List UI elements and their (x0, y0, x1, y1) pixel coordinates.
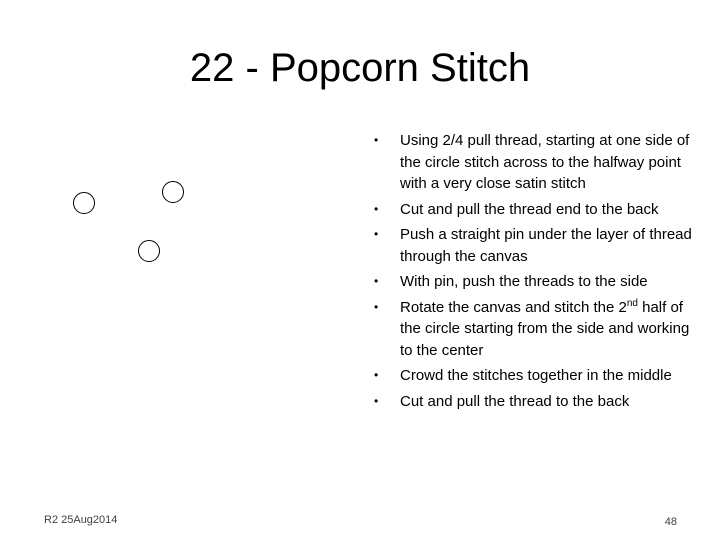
bullet-icon: • (374, 393, 379, 408)
bullet-icon: • (374, 299, 379, 314)
superscript: nd (626, 297, 638, 309)
text-part: Rotate the canvas and stitch the 2 (400, 298, 627, 316)
instruction-list (360, 130, 700, 416)
list-item (360, 391, 700, 413)
list-item (360, 297, 700, 362)
bullet-icon: • (374, 227, 379, 241)
list-item-text: Push a straight pin under the layer of thread through the canvas (400, 226, 692, 265)
list-item-text: Crowd the stitches together in the middle (400, 367, 672, 384)
list-item-text: With pin, push the threads to the side (400, 273, 648, 290)
list-item (360, 130, 700, 195)
bullet-icon: • (374, 133, 379, 147)
footer-revision: R2 25Aug2014 (44, 514, 118, 526)
list-item-text: Cut and pull the thread end to the back (400, 200, 659, 218)
circle-diagram-2 (162, 181, 184, 203)
list-item (360, 271, 700, 293)
list-item (360, 199, 700, 221)
bullet-icon: • (374, 201, 379, 216)
list-item-text: Using 2/4 pull thread, starting at one side of the circle stitch across to the halfway point with a very close satin stitch (400, 132, 690, 192)
page-number: 48 (664, 516, 677, 528)
circle-diagram-3 (138, 240, 160, 262)
text-part: half of the circle starting from the side and working to the center (400, 298, 690, 359)
list-item (360, 365, 700, 387)
bullet-icon: • (374, 368, 379, 382)
list-item (360, 224, 700, 267)
bullet-icon: • (374, 274, 379, 288)
slide-title: 22 - Popcorn Stitch (189, 46, 531, 90)
list-item-text (400, 299, 689, 359)
list-item-text: Cut and pull the thread to the back (400, 392, 630, 410)
circle-diagram-1 (73, 192, 95, 214)
